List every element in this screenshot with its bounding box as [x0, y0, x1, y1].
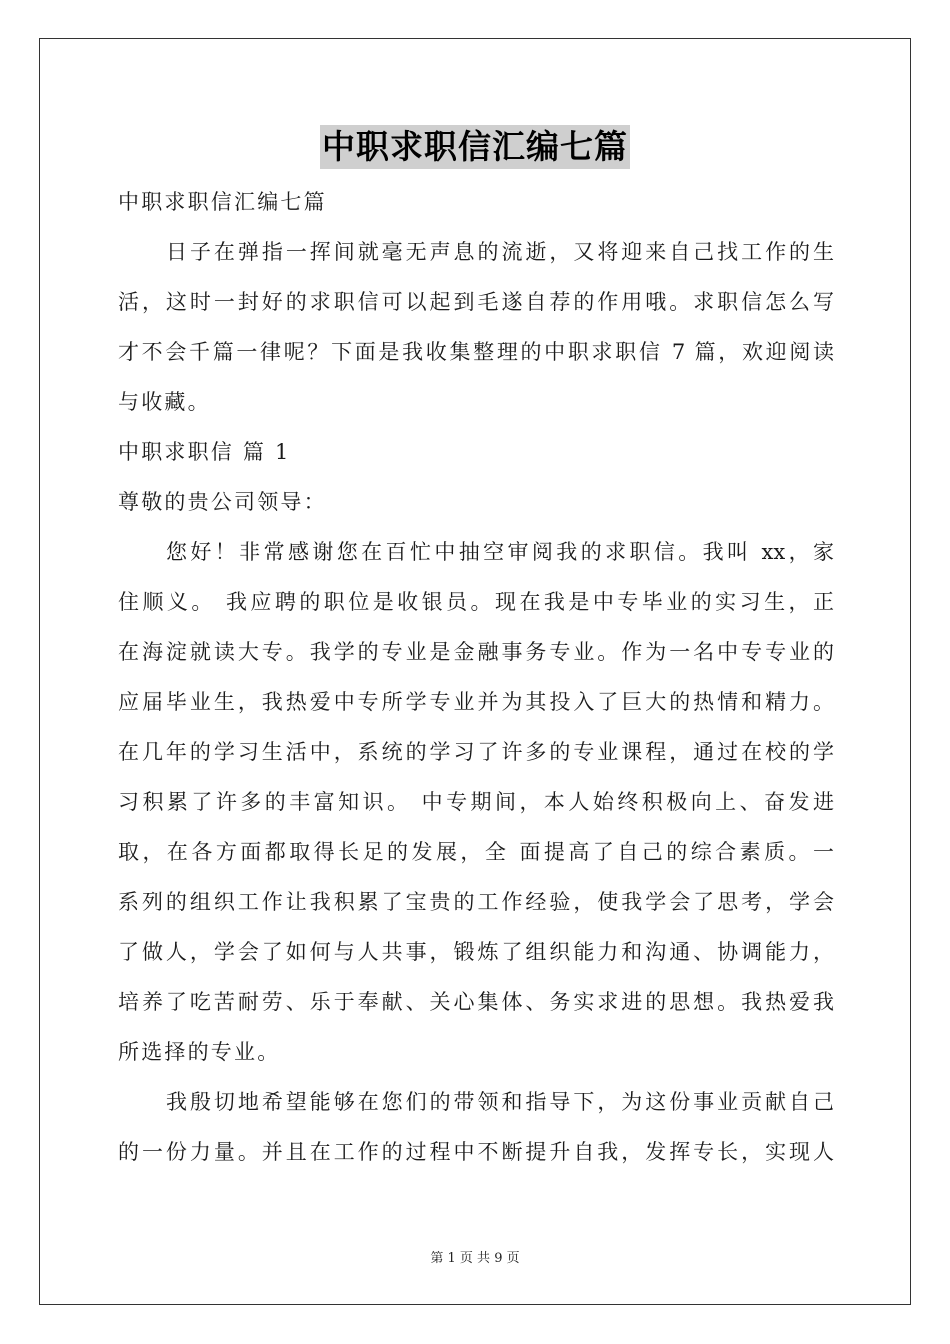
text-line: 培养了吃苦耐劳、乐于奉献、关心集体、务实求进的思想。我热爱我 — [118, 990, 834, 1014]
text-line: 应届毕业生，我热爱中专所学专业并为其投入了巨大的热情和精力。 — [118, 690, 834, 714]
text-line: 日子在弹指一挥间就毫无声息的流逝，又将迎来自己找工作的生 — [166, 240, 834, 264]
text-line: 您好！非常感谢您在百忙中抽空审阅我的求职信。我叫 xx，家 — [166, 540, 835, 564]
text-line: 尊敬的贵公司领导： — [118, 490, 327, 514]
text-line: 取，在各方面都取得长足的发展，全 面提高了自己的综合素质。一 — [118, 840, 834, 864]
text-line: 在几年的学习生活中，系统的学习了许多的专业课程，通过在校的学 — [118, 740, 834, 764]
document-title: 中职求职信汇编七篇 — [320, 125, 630, 169]
text-line: 与收藏。 — [118, 390, 211, 414]
text-line: 在海淀就读大专。我学的专业是金融事务专业。作为一名中专专业的 — [118, 640, 834, 664]
page-number: 第 1 页 共 9 页 — [430, 1251, 520, 1266]
text-line: 才不会千篇一律呢？下面是我收集整理的中职求职信 7 篇，欢迎阅读 — [118, 340, 834, 364]
text-line: 习积累了许多的丰富知识。 中专期间，本人始终积极向上、奋发进 — [118, 790, 834, 814]
text-line: 系列的组织工作让我积累了宝贵的工作经验，使我学会了思考，学会 — [118, 890, 834, 914]
text-line: 我殷切地希望能够在您们的带领和指导下，为这份事业贡献自己 — [166, 1090, 834, 1114]
text-line: 中职求职信汇编七篇 — [118, 190, 327, 214]
text-line: 中职求职信 篇 1 — [118, 440, 291, 464]
text-line: 了做人，学会了如何与人共事，锻炼了组织能力和沟通、协调能力， — [118, 940, 834, 964]
title-container — [0, 125, 950, 169]
text-line: 所选择的专业。 — [118, 1040, 281, 1064]
text-line: 住顺义。 我应聘的职位是收银员。现在我是中专毕业的实习生，正 — [118, 590, 834, 614]
text-line: 活，这时一封好的求职信可以起到毛遂自荐的作用哦。求职信怎么写 — [118, 290, 834, 314]
text-line: 的一份力量。并且在工作的过程中不断提升自我，发挥专长，实现人 — [118, 1140, 834, 1164]
page-footer — [0, 1247, 950, 1266]
document-body — [118, 177, 834, 1177]
